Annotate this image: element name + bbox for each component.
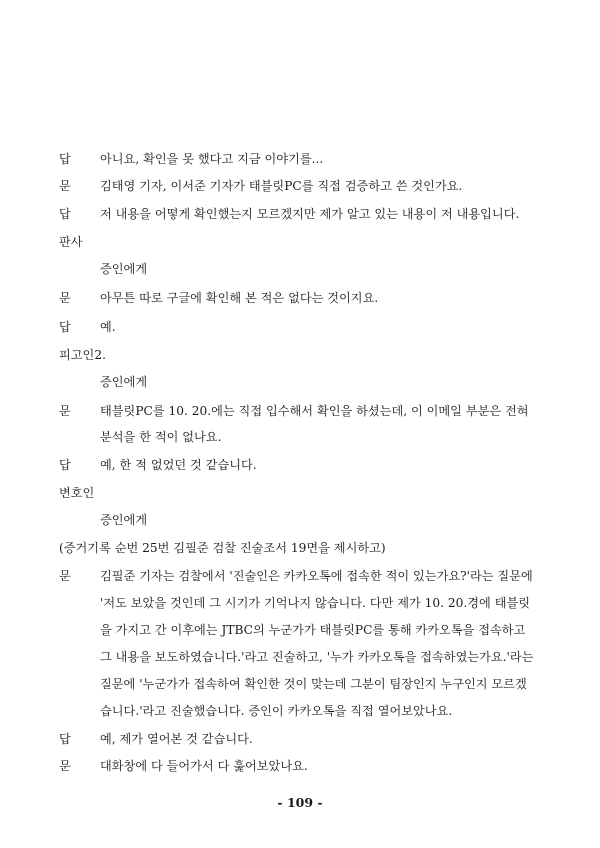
speaker-label: 답 — [59, 732, 71, 746]
indented-text: 증인에게 — [100, 513, 148, 527]
speaker-label: 답 — [59, 458, 71, 472]
line-text: 아무튼 따로 구글에 확인해 본 적은 없다는 것이지요. — [100, 291, 379, 305]
speaker-label: 답 — [59, 152, 71, 166]
section-heading: 판사 — [59, 235, 83, 249]
indented-text: 질문에 '누군가가 접속하여 확인한 것이 맞는데 그분이 팀장인지 누구인지 모르겠 — [100, 677, 527, 691]
indented-text: '저도 보았을 것인데 그 시기가 기억나지 않습니다. 다만 제가 10. 20.경에 태블릿 — [100, 596, 531, 610]
line-text: 김필준 기자는 검찰에서 '진술인은 카카오톡에 접속한 적이 있는가요?'라는 질문에 — [100, 569, 533, 583]
page-number: - 109 - — [277, 795, 323, 810]
indented-text: 습니다.'라고 진술했습니다. 증인이 카카오톡을 직접 열어보았나요. — [100, 704, 453, 718]
speaker-label: 문 — [59, 291, 71, 305]
speaker-label: 문 — [59, 759, 71, 773]
indented-text: 을 가지고 간 이후에는 JTBC의 누군가가 태블릿PC를 통해 카카오톡을 접속하고 — [100, 623, 526, 637]
indented-text: 그 내용을 보도하였습니다.'라고 진술하고, '누가 카카오톡을 접속하였는가요.'라는 — [100, 650, 534, 664]
section-heading: 피고인2. — [59, 348, 106, 362]
indented-text: 증인에게 — [100, 262, 148, 276]
section-heading: 변호인 — [59, 486, 95, 500]
speaker-label: 문 — [59, 569, 71, 583]
line-text: 대화창에 다 들어가서 다 훑어보았나요. — [100, 759, 308, 773]
indented-text: 증인에게 — [100, 375, 148, 389]
line-text: 저 내용을 어떻게 확인했는지 모르겠지만 제가 알고 있는 내용이 저 내용입니다. — [100, 207, 520, 221]
line-text: 김태영 기자, 이서준 기자가 태블릿PC를 직접 검증하고 쓴 것인가요. — [100, 179, 463, 193]
speaker-label: 문 — [59, 404, 71, 418]
section-heading: (증거기록 순번 25번 김필준 검찰 진술조서 19면을 제시하고) — [59, 541, 386, 555]
line-text: 태블릿PC를 10. 20.에는 직접 입수해서 확인을 하셨는데, 이 이메일 부분은 전혀 — [100, 404, 529, 418]
line-text: 예. — [100, 320, 116, 334]
line-text: 예, 한 적 없었던 것 같습니다. — [100, 458, 257, 472]
indented-text: 분석을 한 적이 없나요. — [100, 430, 222, 444]
line-text: 예, 제가 열어본 것 같습니다. — [100, 732, 253, 746]
line-text: 아니요, 확인을 못 했다고 지금 이야기를... — [100, 152, 324, 166]
speaker-label: 문 — [59, 179, 71, 193]
speaker-label: 답 — [59, 320, 71, 334]
speaker-label: 답 — [59, 207, 71, 221]
